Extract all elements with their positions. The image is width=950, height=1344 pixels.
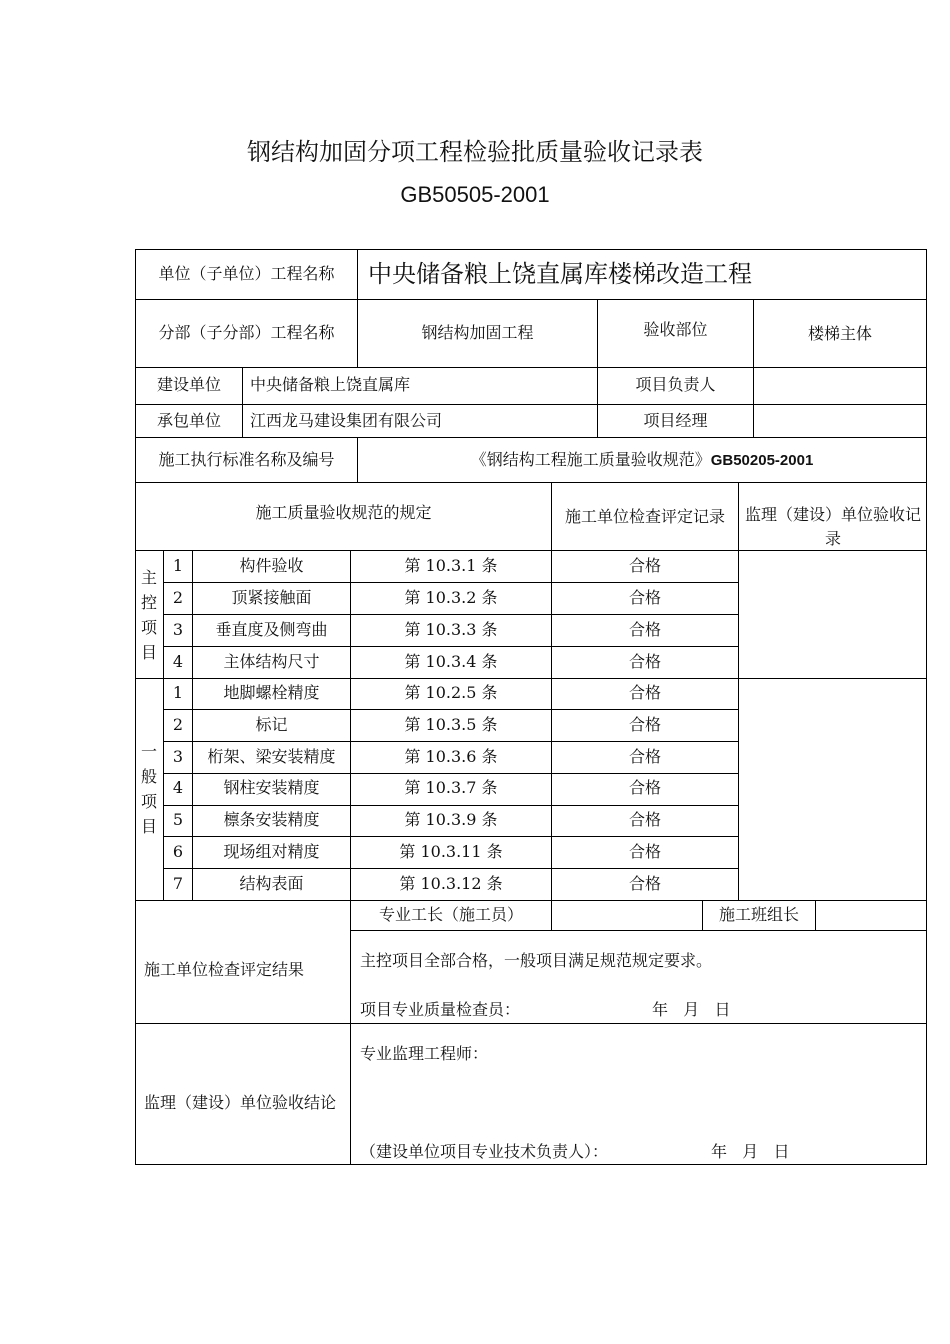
foreman-label: 专业工长（施工员） [378,905,523,924]
item-clause: 第 10.3.6 条 [404,747,498,766]
item-no: 4 [172,652,184,671]
item-result: 合格 [628,778,661,797]
team-leader-label: 施工班组长 [718,905,799,924]
item-result: 合格 [628,810,661,829]
project-lead-label: 项目负责人 [635,375,716,394]
document-title: 钢结构加固分项工程检验批质量验收记录表 [247,138,703,166]
inspector-label: 项目专业质量检查员： [360,1000,521,1019]
check-result-label: 施工单位检查评定结果 [144,960,305,979]
project-manager-label: 项目经理 [643,411,708,430]
document-code: GB50505-2001 [400,182,550,207]
conclusion-label: 监理（建设）单位验收结论 [144,1093,337,1112]
item-no: 1 [172,683,184,702]
item-name: 主体结构尺寸 [223,652,320,671]
item-clause: 第 10.3.11 条 [399,842,503,861]
check-result-text: 主控项目全部合格，一般项目满足规范规定要求。 [360,951,713,970]
general-group-label: 一般项目 [140,742,157,836]
item-name: 结构表面 [239,874,304,893]
engineer-label: 专业监理工程师： [360,1044,489,1063]
item-result: 合格 [628,683,661,702]
unit-project-label: 单位（子单位）工程名称 [158,264,335,283]
col-check-header: 施工单位检查评定记录 [564,507,725,526]
item-result: 合格 [628,652,661,671]
item-clause: 第 10.3.2 条 [404,588,498,607]
item-name: 檩条安装精度 [223,810,320,829]
sub-project-label: 分部（子分部）工程名称 [158,323,335,342]
inspect-part-label: 验收部位 [643,320,708,339]
item-result: 合格 [628,747,661,766]
item-name: 地脚螺栓精度 [223,683,320,702]
item-clause: 第 10.3.1 条 [404,556,498,575]
item-no: 4 [172,778,184,797]
item-name: 顶紧接触面 [231,588,312,607]
contractor-value: 江西龙马建设集团有限公司 [250,411,443,430]
item-clause: 第 10.3.9 条 [404,810,498,829]
item-result: 合格 [628,556,661,575]
main-group-label: 主控项目 [140,568,157,662]
item-clause: 第 10.3.3 条 [404,620,498,639]
item-result: 合格 [628,874,661,893]
item-result: 合格 [628,620,661,639]
item-result: 合格 [628,588,661,607]
item-clause: 第 10.3.12 条 [399,874,503,893]
standard-value: 《钢结构工程施工质量验收规范》 [470,450,711,469]
item-name: 构件验收 [239,556,304,575]
col-spec-header: 施工质量验收规范的规定 [255,503,432,522]
conclusion-date: 年 月 日 [711,1142,790,1161]
item-name: 现场组对精度 [223,842,320,861]
builder-value: 中央储备粮上饶直属库 [250,375,411,394]
item-name: 标记 [255,715,288,734]
item-result: 合格 [628,715,661,734]
item-no: 3 [172,747,184,766]
item-name: 桁架、梁安装精度 [207,747,336,766]
check-date: 年 月 日 [652,1000,731,1019]
standard-code: GB50205-2001 [710,452,814,469]
item-clause: 第 10.2.5 条 [404,683,498,702]
item-no: 1 [172,556,184,575]
item-clause: 第 10.3.7 条 [404,778,498,797]
standard-value-wrap [358,450,926,471]
item-clause: 第 10.3.5 条 [404,715,498,734]
item-no: 6 [172,842,184,861]
item-no: 2 [172,715,184,734]
item-result: 合格 [628,842,661,861]
item-name: 钢柱安装精度 [223,778,320,797]
item-no: 7 [172,874,184,893]
standard-label: 施工执行标准名称及编号 [158,450,335,469]
unit-project-value: 中央储备粮上饶直属库楼梯改造工程 [368,260,752,288]
builder-label: 建设单位 [156,375,221,394]
sub-project-value: 钢结构加固工程 [421,323,534,342]
item-no: 2 [172,588,184,607]
contractor-label: 承包单位 [156,411,221,430]
inspect-part-value: 楼梯主体 [807,324,872,343]
item-no: 3 [172,620,184,639]
item-clause: 第 10.3.4 条 [404,652,498,671]
item-name: 垂直度及侧弯曲 [215,620,328,639]
owner-tech-label: （建设单位项目专业技术负责人）： [360,1142,609,1161]
col-supervise-header: 监理（建设）单位验收记录 [744,505,921,548]
item-no: 5 [172,810,184,829]
